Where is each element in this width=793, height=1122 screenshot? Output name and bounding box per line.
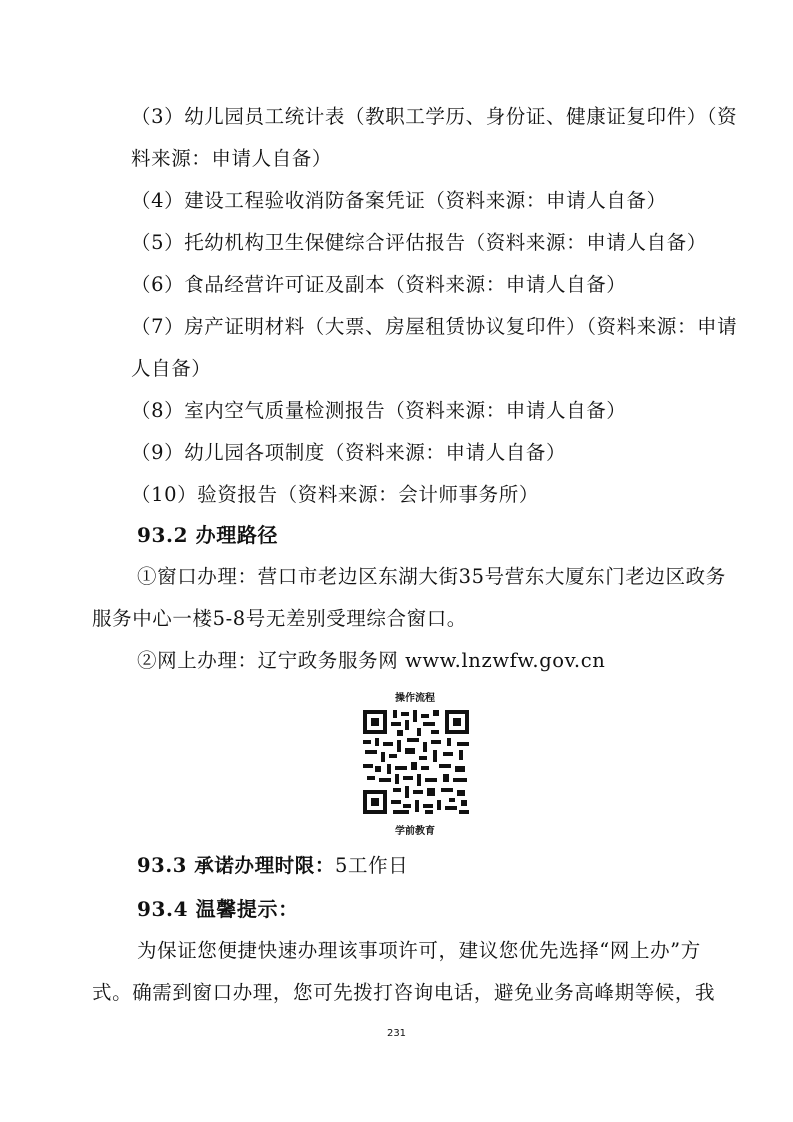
qr-caption-top: 操作流程 [395, 693, 435, 704]
path-window-line1: ①窗口办理：营口市老边区东湖大街35号营东大厦东门老边区政务 [137, 565, 726, 588]
material-item-5: （5）托幼机构卫生保健综合评估报告（资料来源：申请人自备） [131, 231, 707, 254]
section-heading-tips: 93.4 温馨提示： [137, 897, 299, 921]
qr-code-icon [361, 708, 471, 816]
material-item-8: （8）室内空气质量检测报告（资料来源：申请人自备） [131, 399, 627, 422]
section-time [137, 853, 727, 879]
material-item-3-line2: 料来源：申请人自备） [131, 147, 333, 170]
section-heading-path: 93.2 办理路径 [137, 523, 279, 547]
path-online: ②网上办理：辽宁政务服务网 www.lnzwfw.gov.cn [137, 649, 606, 672]
material-item-10: （10）验资报告（资料来源：会计师事务所） [131, 483, 539, 506]
material-item-7-line2: 人自备） [131, 357, 212, 380]
material-item-9: （9）幼儿园各项制度（资料来源：申请人自备） [131, 441, 567, 464]
material-item-6: （6）食品经营许可证及副本（资料来源：申请人自备） [131, 273, 627, 296]
page-number: 231 [386, 1028, 407, 1039]
time-limit-value: 5工作日 [334, 854, 409, 877]
material-item-4: （4）建设工程验收消防备案凭证（资料来源：申请人自备） [131, 189, 667, 212]
qr-caption-bottom: 学前教育 [395, 826, 435, 837]
material-item-7-line1: （7）房产证明材料（大票、房屋租赁协议复印件）（资料来源：申请 [131, 315, 738, 338]
tips-line1: 为保证您便捷快速办理该事项许可，建议您优先选择“网上办”方 [137, 939, 701, 962]
path-window-line2: 服务中心一楼5-8号无差别受理综合窗口。 [92, 607, 467, 630]
tips-line2: 式。确需到窗口办理，您可先拨打咨询电话，避免业务高峰期等候，我 [92, 981, 716, 1004]
material-item-3-line1: （3）幼儿园员工统计表（教职工学历、身份证、健康证复印件）（资 [131, 105, 738, 128]
section-heading-time: 93.3 承诺办理时限： [137, 854, 335, 877]
